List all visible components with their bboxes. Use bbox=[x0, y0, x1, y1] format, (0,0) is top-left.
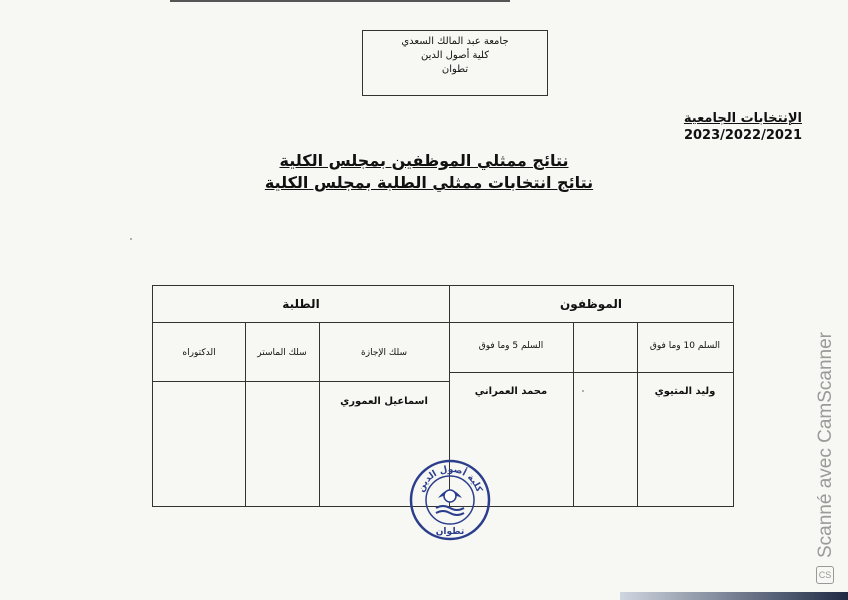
column-header-scale-10: السلم 10 وما فوق bbox=[649, 341, 721, 351]
watermark-text: Scanné avec CamScanner bbox=[815, 331, 837, 559]
group-header-line bbox=[153, 322, 733, 323]
staff-header-line bbox=[449, 372, 733, 373]
winner-licence: اسماعيل العموري bbox=[340, 396, 428, 407]
camscanner-watermark bbox=[812, 300, 840, 590]
seal-wave-icon bbox=[436, 506, 464, 510]
scan-edge-line bbox=[170, 0, 510, 2]
institution-header-box bbox=[362, 30, 548, 96]
seal-emblem-circle-icon bbox=[444, 490, 456, 502]
seal-bottom-text: تطوان bbox=[435, 527, 465, 537]
elections-block bbox=[684, 110, 802, 144]
elections-title: الإنتخابات الجامعية bbox=[683, 111, 802, 126]
scan-edge-strip bbox=[620, 592, 848, 600]
university-name: جامعة عبد المالك السعدي bbox=[401, 36, 509, 47]
winner-scale-5: محمد العمراني bbox=[474, 386, 548, 397]
faculty-seal-stamp bbox=[408, 458, 492, 542]
column-header-licence: سلك الإجازة bbox=[361, 348, 407, 358]
document-titles bbox=[0, 150, 848, 194]
winner-scale-10: وليد المتيوي bbox=[654, 386, 716, 397]
scan-speck bbox=[130, 238, 132, 240]
column-header-master: سلك الماستر bbox=[257, 348, 307, 358]
column-header-doctorate: الدكتوراه bbox=[182, 348, 216, 358]
scan-speck bbox=[582, 390, 584, 392]
staff-results-title: نتائج ممثلي الموظفين بمجلس الكلية bbox=[279, 151, 569, 170]
students-header-line bbox=[153, 381, 449, 382]
students-results-title: نتائج انتخابات ممثلي الطلبة بمجلس الكلية bbox=[264, 173, 594, 192]
column-header-blank bbox=[573, 331, 637, 361]
faculty-name: كلية أصول الدين bbox=[421, 50, 489, 61]
seal-top-text: كلية أصول الدين bbox=[416, 464, 484, 494]
students-group-header: الطلبة bbox=[282, 297, 320, 311]
academic-years: 2023/2022/2021 bbox=[683, 128, 802, 143]
camscanner-logo-icon: CS bbox=[816, 566, 834, 584]
seal-wave-icon bbox=[436, 511, 464, 515]
city-name: تطوان bbox=[441, 64, 469, 75]
staff-group-header: الموظفون bbox=[560, 297, 622, 311]
column-header-scale-5: السلم 5 وما فوق bbox=[478, 341, 544, 351]
